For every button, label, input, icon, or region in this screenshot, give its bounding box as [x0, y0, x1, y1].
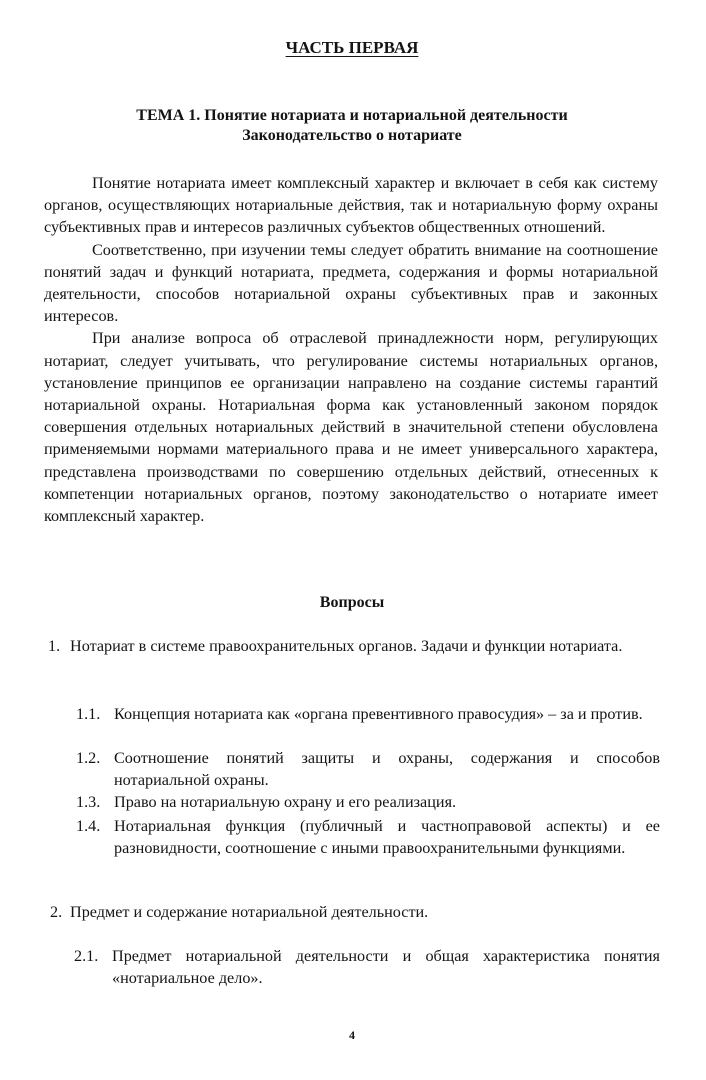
- subquestion-number: 2.1.: [74, 947, 99, 965]
- question-1: [48, 636, 660, 658]
- question-2: [50, 902, 660, 924]
- subquestion-text: Концепция нотариата как «органа превентивного правосудия» – за и против.: [114, 705, 643, 723]
- questions-heading: Вопросы: [319, 594, 385, 611]
- question-number: 2.: [50, 903, 63, 921]
- question-text: Предмет и содержание нотариальной деятельности.: [70, 903, 429, 921]
- subquestion-number: 1.4.: [76, 817, 101, 835]
- subquestion-number: 1.2.: [76, 749, 101, 767]
- subquestion-number: 1.3.: [76, 793, 101, 811]
- subquestion-1-2: [76, 748, 660, 791]
- topic-title-line-1: ТЕМА 1. Понятие нотариата и нотариальной деятельности: [136, 107, 568, 124]
- paragraph-2: Соответственно, при изучении темы следует обратить внимание на соотношение понятий задач и функций нотариата, предмета, содержания и формы нотариальной деятельности, способов нотариальной охраны субъективных прав и законных интересов.: [44, 240, 658, 326]
- page-number: 4: [349, 1028, 355, 1042]
- subquestion-1-1: [76, 704, 660, 726]
- subquestion-text: Нотариальная функция (публичный и частноправовой аспекты) и ее разновидности, соотношение с иными правоохранительными функциями.: [114, 817, 660, 857]
- question-text: Нотариат в системе правоохранительных органов. Задачи и функции нотариата.: [70, 637, 623, 655]
- subquestion-2-1: [74, 946, 660, 989]
- subquestion-number: 1.1.: [76, 705, 101, 723]
- subquestion-text: Право на нотариальную охрану и его реализация.: [114, 793, 457, 811]
- topic-title: [44, 106, 660, 146]
- question-number: 1.: [48, 637, 61, 655]
- paragraph-3: При анализе вопроса об отраслевой принадлежности норм, регулирующих нотариат, следует учитывать, что регулирование системы нотариальных органов, установление принципов ее организации направлено на создание системы гарантий нотариальной охраны. Нотариальная форма как установленный законом порядок совершения отдельных нотариальных действий в значительной степени обусловлена применяемыми нормами материального права и не имеет универсального характера, представлена производствами по совершению отдельных действий, отнесенных к компетенции нотариальных органов, поэтому законодательство о нотариате имеет комплексный характер.: [44, 329, 658, 526]
- subquestion-text: Предмет нотариальной деятельности и общая характеристика понятия «нотариальное дело».: [112, 947, 660, 987]
- subquestion-1-4: [76, 816, 660, 859]
- body-text: [44, 172, 658, 527]
- document-page: [44, 0, 660, 1080]
- part-title: ЧАСТЬ ПЕРВАЯ: [285, 38, 419, 57]
- subquestion-text: Соотношение понятий защиты и охраны, содержания и способов нотариальной охраны.: [114, 749, 660, 789]
- subquestion-1-3: [76, 792, 660, 814]
- paragraph-1: Понятие нотариата имеет комплексный характер и включает в себя как систему органов, осуществляющих нотариальные действия, так и нотариальную форму охраны субъективных прав и интересов различных субъектов общественных отношений.: [44, 174, 658, 237]
- topic-title-line-2: Законодательство о нотариате: [242, 127, 462, 144]
